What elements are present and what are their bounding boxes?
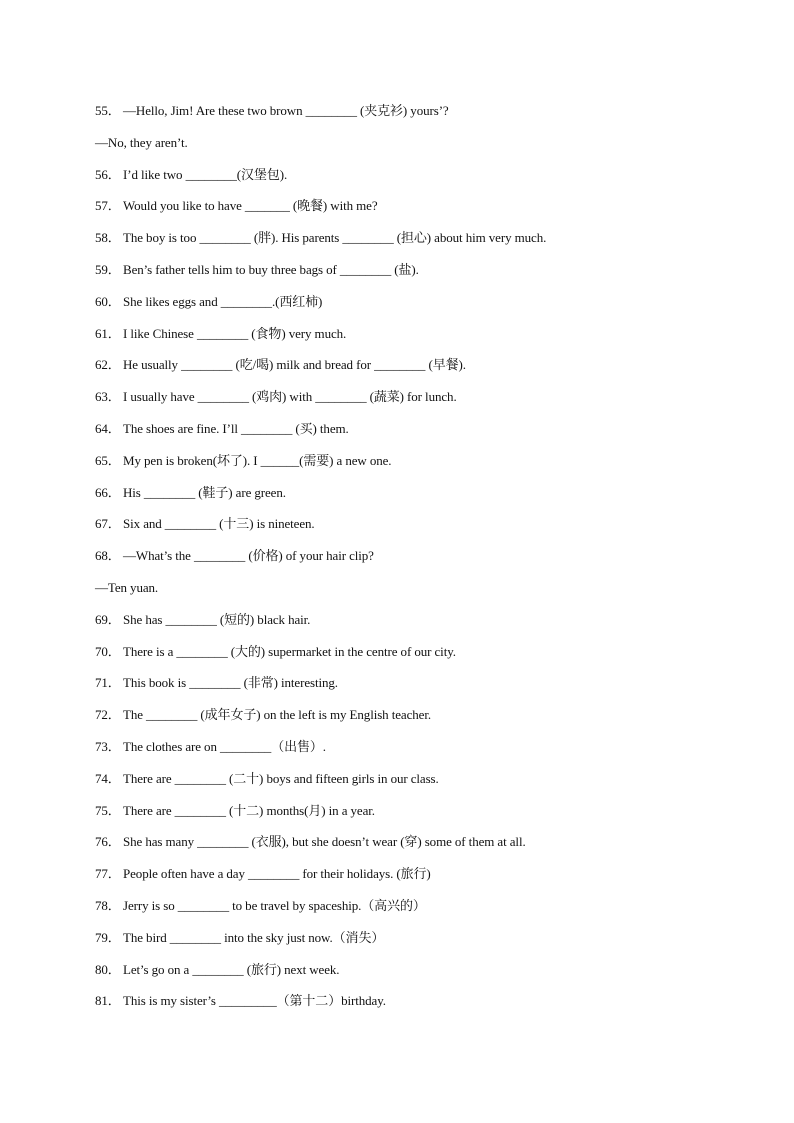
question-number: 78． [95,897,121,913]
question-text: He usually ________ (吃/喝) milk and bread for ________ (早餐). [123,357,466,373]
question-75 [95,801,735,833]
answer-text: —Ten yuan. [95,579,159,595]
question-61 [95,324,735,356]
question-text: Let’s go on a ________ (旅行) next week. [123,961,340,977]
question-66 [95,483,735,515]
question-text: I usually have ________ (鸡肉) with ________ (蔬菜) for lunch. [123,389,457,405]
question-number: 80． [95,961,121,977]
question-text: This is my sister’s _________（第十二）birthday. [123,993,386,1009]
question-text: She likes eggs and ________.(西红柿) [123,293,323,309]
question-number: 76． [95,834,121,850]
question-number: 73． [95,738,121,754]
question-text: This book is ________ (非常) interesting. [123,675,338,691]
question-64 [95,419,735,451]
worksheet-page [95,101,735,1023]
question-text: —What’s the ________ (价格) of your hair clip? [123,548,374,564]
question-number: 75． [95,802,121,818]
question-78 [95,896,735,928]
answer-text: —No, they aren’t. [95,134,188,150]
question-79 [95,928,735,960]
question-number: 71． [95,675,121,691]
question-number: 77． [95,866,121,882]
question-55 [95,101,735,133]
answer-line [95,133,735,165]
question-number: 59． [95,261,121,277]
question-70 [95,642,735,674]
question-number: 79． [95,929,121,945]
question-number: 74． [95,770,121,786]
question-text: I like Chinese ________ (食物) very much. [123,325,347,341]
question-56 [95,165,735,197]
question-number: 69． [95,611,121,627]
question-73 [95,737,735,769]
question-text: She has many ________ (衣服), but she doesn’t wear (穿) some of them at all. [123,834,526,850]
question-63 [95,387,735,419]
question-number: 68． [95,548,121,564]
question-number: 63． [95,389,121,405]
answer-line [95,578,735,610]
question-74 [95,769,735,801]
question-number: 55． [95,103,121,118]
question-60 [95,292,735,324]
question-62 [95,355,735,387]
question-text: Ben’s father tells him to buy three bags of ________ (盐). [123,261,419,277]
question-text: There is a ________ (大的) supermarket in the centre of our city. [123,643,456,659]
question-number: 70． [95,643,121,659]
question-text: I’d like two ________(汉堡包). [123,166,288,182]
question-67 [95,514,735,546]
question-69 [95,610,735,642]
question-text: People often have a day ________ for their holidays. (旅行) [123,866,431,882]
question-text: The bird ________ into the sky just now.（消失） [123,929,385,945]
question-76 [95,832,735,864]
question-68 [95,546,735,578]
question-number: 60． [95,293,121,309]
question-number: 65． [95,452,121,468]
question-number: 62． [95,357,121,373]
question-text: —Hello, Jim! Are these two brown ________ (夹克衫) yours’? [123,103,449,118]
question-text: She has ________ (短的) black hair. [123,611,311,627]
question-80 [95,960,735,992]
question-text: Jerry is so ________ to be travel by spaceship.（高兴的） [123,897,426,913]
question-text: The ________ (成年女子) on the left is my English teacher. [123,707,431,723]
question-number: 67． [95,516,121,532]
question-81 [95,991,735,1023]
question-text: The boy is too ________ (胖). His parents ________ (担心) about him very much. [123,230,547,246]
question-text: Six and ________ (十三) is nineteen. [123,516,315,532]
question-number: 56． [95,166,121,182]
question-number: 81． [95,993,121,1009]
question-number: 66． [95,484,121,500]
question-text: His ________ (鞋子) are green. [123,484,286,500]
question-text: My pen is broken(坏了). I ______(需要) a new one. [123,452,392,468]
question-57 [95,196,735,228]
question-number: 64． [95,420,121,436]
question-text: Would you like to have _______ (晚餐) with me? [123,198,378,214]
question-77 [95,864,735,896]
question-number: 57． [95,198,121,214]
question-text: There are ________ (二十) boys and fifteen girls in our class. [123,770,439,786]
question-text: The clothes are on ________（出售）. [123,738,326,754]
question-65 [95,451,735,483]
question-number: 72． [95,707,121,723]
question-71 [95,673,735,705]
question-59 [95,260,735,292]
question-text: There are ________ (十二) months(月) in a year. [123,802,375,818]
question-text: The shoes are fine. I’ll ________ (买) them. [123,420,349,436]
question-number: 61． [95,325,121,341]
question-58 [95,228,735,260]
question-72 [95,705,735,737]
question-number: 58． [95,230,121,246]
